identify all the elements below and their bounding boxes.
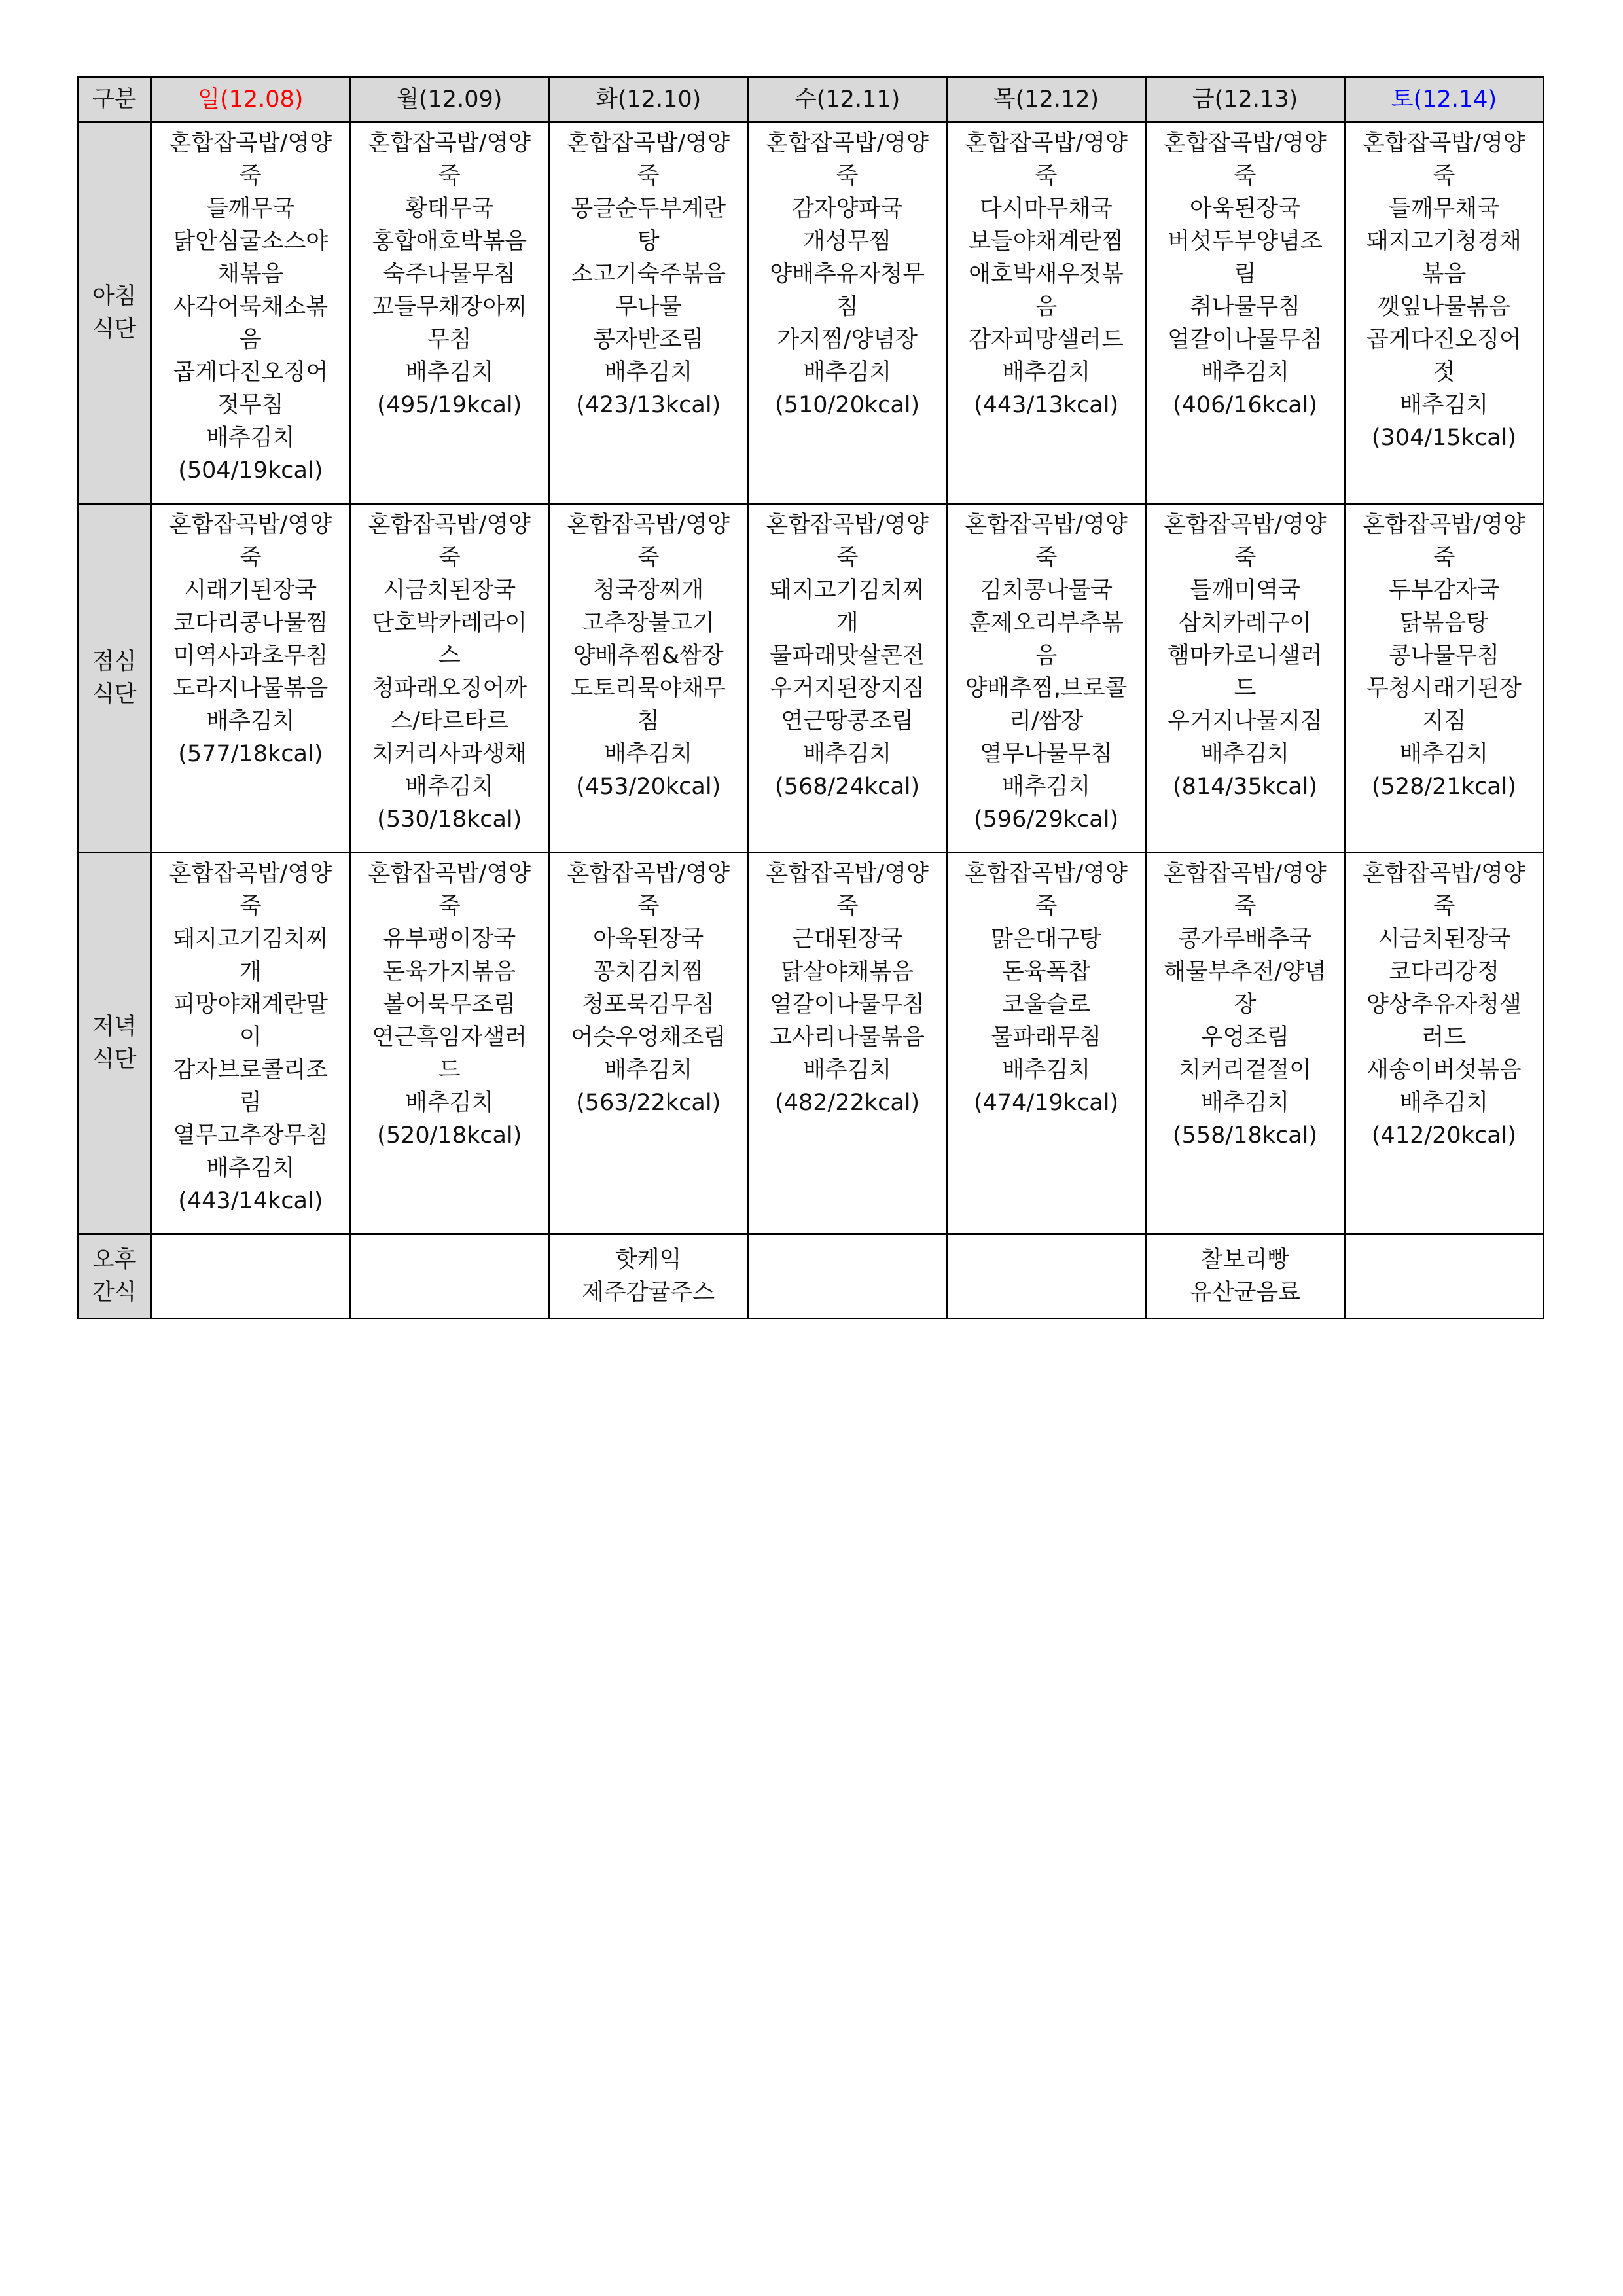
menu-item: 혼합잡곡밥/영양 [567, 130, 730, 156]
menu-item: 죽 [836, 893, 859, 920]
menu-item: 죽 [239, 545, 262, 571]
menu-cell-monday [350, 1234, 549, 1319]
menu-item: 코울슬로 [1001, 992, 1091, 1018]
menu-item: 물파래무침 [991, 1024, 1102, 1050]
menu-item: 드 [1234, 675, 1257, 702]
menu-item: 혼합잡곡밥/영양 [1164, 130, 1327, 156]
menu-item: (558/18kcal) [1172, 1122, 1318, 1149]
menu-cell-saturday [1344, 122, 1543, 504]
menu-item: 배추김치 [405, 1090, 494, 1116]
menu-item: (495/19kcal) [377, 392, 522, 418]
menu-item: 돈육가지볶음 [383, 959, 516, 985]
menu-cell-sunday [151, 853, 350, 1234]
meal-label-line: 식단 [92, 316, 137, 342]
menu-item: (530/18kcal) [377, 806, 522, 833]
menu-item: 이 [239, 1024, 262, 1050]
menu-item: 우엉조림 [1200, 1024, 1290, 1050]
menu-item: 연근흑임자샐러 [372, 1024, 527, 1050]
menu-item: 감자양파국 [792, 196, 903, 222]
menu-item: 들깨미역국 [1189, 577, 1301, 603]
menu-item: 닭안심굴소스야 [173, 228, 329, 255]
menu-item: 양배추유자청무 [770, 261, 925, 287]
menu-cell-friday [1146, 1234, 1345, 1319]
menu-item: 혼합잡곡밥/영양 [1363, 130, 1525, 156]
meal-label [78, 853, 151, 1234]
menu-item: 시금치된장국 [383, 577, 516, 603]
menu-item: 죽 [1234, 163, 1257, 189]
menu-item: 소고기숙주볶음 [571, 261, 726, 287]
menu-item: 혼합잡곡밥/영양 [1164, 861, 1327, 887]
menu-item: 시래기된장국 [184, 577, 317, 603]
menu-item: 채볶음 [217, 261, 284, 287]
menu-item: 배추김치 [405, 774, 494, 800]
menu-item: 배추김치 [1200, 359, 1290, 386]
menu-item: 스/타르타르 [390, 708, 509, 734]
menu-cell-saturday [1344, 504, 1543, 853]
menu-item: 열무고추장무침 [173, 1122, 329, 1149]
menu-item: 개성무찜 [803, 228, 892, 255]
menu-item: 꼬들무채장아찌 [372, 294, 527, 320]
menu-item: 청포묵김무침 [582, 992, 715, 1018]
menu-item: (577/18kcal) [178, 741, 323, 767]
menu-item: 죽 [438, 893, 461, 920]
header-row [78, 77, 1544, 122]
menu-item: 연근땅콩조림 [781, 708, 914, 734]
menu-cell-wednesday [748, 122, 947, 504]
menu-item: 혼합잡곡밥/영양 [368, 512, 531, 538]
menu-item: 죽 [1035, 893, 1058, 920]
menu-item: 열무나물무침 [980, 741, 1113, 767]
menu-item: 혼합잡곡밥/영양 [766, 130, 929, 156]
menu-item: 림 [239, 1090, 262, 1116]
meal-label-line: 식단 [92, 1047, 137, 1073]
menu-item: 죽 [1234, 545, 1257, 571]
menu-item: 코다리강정 [1388, 959, 1500, 985]
menu-item: 미역사과초무침 [173, 643, 329, 669]
menu-item: 배추김치 [1399, 392, 1489, 418]
menu-cell-tuesday [549, 1234, 748, 1319]
menu-item: 배추김치 [604, 1057, 693, 1083]
menu-item: 가지찜/양념장 [777, 327, 918, 353]
menu-item: 배추김치 [405, 359, 494, 386]
menu-item: 콩가루배추국 [1179, 926, 1311, 952]
menu-item: 죽 [1035, 545, 1058, 571]
menu-cell-thursday [947, 1234, 1146, 1319]
menu-item: 도라지나물볶음 [173, 675, 329, 702]
menu-item: 고사리나물볶음 [770, 1024, 925, 1050]
menu-cell-friday [1146, 853, 1345, 1234]
menu-item: 장 [1234, 992, 1257, 1018]
menu-item: 우거지된장지짐 [770, 675, 925, 702]
menu-item: 혼합잡곡밥/영양 [766, 861, 929, 887]
menu-item: 음 [239, 327, 262, 353]
menu-item: 혼합잡곡밥/영양 [965, 512, 1128, 538]
menu-item: 돼지고기김치찌 [173, 926, 329, 952]
menu-item: 핫케익 [615, 1247, 682, 1273]
menu-item: 배추김치 [1399, 741, 1489, 767]
menu-item: 아욱된장국 [593, 926, 704, 952]
menu-item: 닭볶음탕 [1399, 610, 1489, 636]
menu-item: 새송이버섯볶음 [1366, 1057, 1522, 1083]
menu-item: 지짐 [1421, 708, 1467, 734]
menu-cell-wednesday [748, 1234, 947, 1319]
meal-label-line: 아침 [92, 283, 137, 310]
menu-item: 돼지고기청경채 [1366, 228, 1522, 255]
menu-item: 깻잎나물볶음 [1378, 294, 1510, 320]
menu-cell-monday [350, 122, 549, 504]
menu-item: 배추김치 [1001, 1057, 1091, 1083]
menu-item: (596/29kcal) [973, 806, 1119, 833]
menu-cell-thursday [947, 853, 1146, 1234]
menu-item: 콩자반조림 [593, 327, 704, 353]
menu-item: 배추김치 [803, 359, 892, 386]
menu-item: 유부팽이장국 [383, 926, 516, 952]
menu-item: 배추김치 [206, 425, 295, 451]
menu-item: 돈육폭찹 [1001, 959, 1091, 985]
meal-label-line: 저녁 [92, 1014, 137, 1040]
menu-item: 치커리사과생채 [372, 741, 527, 767]
menu-item: 침 [637, 708, 660, 734]
menu-item: 맑은대구탕 [991, 926, 1102, 952]
menu-item: 황태무국 [405, 196, 494, 222]
menu-item: 애호박새우젓볶 [969, 261, 1124, 287]
menu-item: 들깨무국 [206, 196, 295, 222]
menu-item: 혼합잡곡밥/영양 [1363, 861, 1525, 887]
menu-item: 몽글순두부계란 [571, 196, 726, 222]
menu-cell-thursday [947, 504, 1146, 853]
menu-item: 돼지고기김치찌 [770, 577, 925, 603]
menu-item: 혼합잡곡밥/영양 [368, 130, 531, 156]
menu-cell-friday [1146, 122, 1345, 504]
menu-item: (412/20kcal) [1371, 1122, 1517, 1149]
menu-item: 볼어묵무조림 [383, 992, 516, 1018]
day-header-friday: 금(12.13) [1146, 77, 1345, 122]
menu-item: 들깨무채국 [1388, 196, 1500, 222]
menu-cell-tuesday [549, 853, 748, 1234]
menu-item: 홍합애호박볶음 [372, 228, 527, 255]
meal-label [78, 504, 151, 853]
day-header-tuesday: 화(12.10) [549, 77, 748, 122]
menu-item: (474/19kcal) [973, 1090, 1119, 1116]
menu-item: 죽 [438, 163, 461, 189]
menu-cell-monday [350, 853, 549, 1234]
menu-item: 젓무침 [217, 392, 284, 418]
meal-label [78, 122, 151, 504]
menu-item: 양배추찜,브로콜 [965, 675, 1128, 702]
menu-item: 배추김치 [604, 741, 693, 767]
menu-item: (453/20kcal) [576, 774, 721, 800]
menu-item: 꽁치김치찜 [593, 959, 704, 985]
menu-item: (443/14kcal) [178, 1188, 323, 1214]
menu-item: 볶음 [1421, 261, 1467, 287]
menu-item: (443/13kcal) [973, 392, 1119, 418]
menu-item: (304/15kcal) [1371, 425, 1517, 451]
menu-item: 사각어묵채소볶 [173, 294, 329, 320]
menu-item: 배추김치 [1001, 774, 1091, 800]
menu-item: 도토리묵야채무 [571, 675, 726, 702]
menu-cell-wednesday [748, 504, 947, 853]
menu-item: 무침 [427, 327, 472, 353]
menu-cell-thursday [947, 122, 1146, 504]
menu-item: 단호박카레라이 [372, 610, 527, 636]
menu-item: 음 [1035, 294, 1058, 320]
snack-row [78, 1234, 1544, 1319]
menu-item: 배추김치 [1200, 741, 1290, 767]
menu-item: (510/20kcal) [775, 392, 920, 418]
meal-label-line: 식단 [92, 681, 137, 708]
meal-label-line: 오후 [92, 1247, 137, 1273]
menu-item: 배추김치 [206, 708, 295, 734]
menu-item: 청국장찌개 [593, 577, 704, 603]
menu-cell-saturday [1344, 1234, 1543, 1319]
meal-label [78, 1234, 151, 1319]
menu-item: 혼합잡곡밥/영양 [766, 512, 929, 538]
menu-item: 혼합잡곡밥/영양 [965, 130, 1128, 156]
menu-item: 고추장불고기 [582, 610, 715, 636]
day-header-monday: 월(12.09) [350, 77, 549, 122]
menu-item: 양상추유자청샐 [1366, 992, 1522, 1018]
menu-cell-sunday [151, 1234, 350, 1319]
menu-item: 혼합잡곡밥/영양 [965, 861, 1128, 887]
menu-item: 죽 [239, 163, 262, 189]
menu-item: 어슷우엉채조림 [571, 1024, 726, 1050]
menu-item: 죽 [637, 163, 660, 189]
menu-item: 죽 [836, 545, 859, 571]
menu-item: 배추김치 [206, 1155, 295, 1181]
menu-item: 피망야채계란말 [173, 992, 329, 1018]
day-header-sunday: 일(12.08) [151, 77, 350, 122]
menu-item: 보들야채계란찜 [969, 228, 1124, 255]
menu-item: 드 [438, 1057, 461, 1083]
menu-item: 청파래오징어까 [372, 675, 527, 702]
menu-item: 닭살야채볶음 [781, 959, 914, 985]
day-header-thursday: 목(12.12) [947, 77, 1146, 122]
menu-item: 배추김치 [1200, 1090, 1290, 1116]
menu-item: 죽 [637, 545, 660, 571]
menu-item: 혼합잡곡밥/영양 [169, 512, 332, 538]
menu-item: 개 [239, 959, 262, 985]
menu-item: 혼합잡곡밥/영양 [368, 861, 531, 887]
breakfast-row [78, 122, 1544, 504]
menu-item: 삼치카레구이 [1179, 610, 1311, 636]
meal-label-line: 점심 [92, 649, 137, 675]
dinner-row [78, 853, 1544, 1234]
menu-item: 죽 [1433, 893, 1455, 920]
menu-item: 두부감자국 [1388, 577, 1500, 603]
menu-item: 혼합잡곡밥/영양 [567, 861, 730, 887]
menu-item: 곱게다진오징어 [1366, 327, 1522, 353]
menu-item: 무청시래기된장 [1366, 675, 1522, 702]
menu-item: 숙주나물무침 [383, 261, 516, 287]
menu-item: 탕 [637, 228, 660, 255]
menu-item: 아욱된장국 [1189, 196, 1301, 222]
menu-item: 취나물무침 [1189, 294, 1301, 320]
menu-cell-friday [1146, 504, 1345, 853]
menu-item: 찰보리빵 [1200, 1247, 1290, 1273]
menu-item: 감자브로콜리조 [173, 1057, 329, 1083]
menu-cell-tuesday [549, 122, 748, 504]
menu-item: 배추김치 [803, 741, 892, 767]
menu-item: (568/24kcal) [775, 774, 920, 800]
meal-label-line: 간식 [92, 1280, 137, 1306]
menu-item: 얼갈이나물무침 [770, 992, 925, 1018]
menu-item: 혼합잡곡밥/영양 [169, 861, 332, 887]
menu-item: 리/쌈장 [1008, 708, 1084, 734]
menu-cell-monday [350, 504, 549, 853]
menu-item: 물파래맛살콘전 [770, 643, 925, 669]
lunch-row [78, 504, 1544, 853]
menu-item: (504/19kcal) [178, 457, 323, 484]
menu-item: 치커리겉절이 [1179, 1057, 1311, 1083]
menu-item: 제주감귤주스 [582, 1280, 715, 1306]
menu-item: 유산균음료 [1189, 1280, 1301, 1306]
menu-item: 개 [836, 610, 859, 636]
menu-item: 죽 [836, 163, 859, 189]
menu-item: (482/22kcal) [775, 1090, 920, 1116]
menu-item: 배추김치 [803, 1057, 892, 1083]
menu-item: (563/22kcal) [576, 1090, 721, 1116]
menu-item: 혼합잡곡밥/영양 [567, 512, 730, 538]
menu-item: 감자피망샐러드 [969, 327, 1124, 353]
menu-item: 곱게다진오징어 [173, 359, 329, 386]
menu-item: 죽 [1433, 545, 1455, 571]
menu-item: 배추김치 [1001, 359, 1091, 386]
menu-item: 죽 [1234, 893, 1257, 920]
menu-item: (406/16kcal) [1172, 392, 1318, 418]
menu-item: 죽 [1433, 163, 1455, 189]
menu-item: (520/18kcal) [377, 1122, 522, 1149]
menu-item: 시금치된장국 [1378, 926, 1510, 952]
menu-item: (423/13kcal) [576, 392, 721, 418]
menu-item: 얼갈이나물무침 [1168, 327, 1323, 353]
menu-item: (528/21kcal) [1371, 774, 1517, 800]
day-header-saturday: 토(12.14) [1344, 77, 1543, 122]
menu-item: 죽 [1035, 163, 1058, 189]
menu-item: 림 [1234, 261, 1257, 287]
menu-cell-saturday [1344, 853, 1543, 1234]
menu-item: 스 [438, 643, 461, 669]
menu-item: 우거지나물지짐 [1168, 708, 1323, 734]
menu-item: 혼합잡곡밥/영양 [169, 130, 332, 156]
menu-item: 훈제오리부추볶 [969, 610, 1124, 636]
menu-item: 무나물 [615, 294, 682, 320]
menu-cell-sunday [151, 504, 350, 853]
menu-item: 버섯두부양념조 [1168, 228, 1323, 255]
menu-body [78, 122, 1544, 1319]
menu-item: 코다리콩나물찜 [173, 610, 329, 636]
menu-item: 젓 [1433, 359, 1455, 386]
category-header: 구분 [78, 77, 151, 122]
menu-item: 혼합잡곡밥/영양 [1363, 512, 1525, 538]
menu-item: 죽 [637, 893, 660, 920]
menu-cell-wednesday [748, 853, 947, 1234]
menu-item: 배추김치 [1399, 1090, 1489, 1116]
menu-item: 죽 [239, 893, 262, 920]
menu-item: 근대된장국 [792, 926, 903, 952]
menu-item: 김치콩나물국 [980, 577, 1113, 603]
menu-item: 해물부추전/양념 [1164, 959, 1327, 985]
menu-item: 러드 [1421, 1024, 1467, 1050]
menu-item: 음 [1035, 643, 1058, 669]
menu-item: (814/35kcal) [1172, 774, 1318, 800]
menu-item: 양배추찜&쌈장 [573, 643, 724, 669]
menu-item: 죽 [438, 545, 461, 571]
menu-item: 배추김치 [604, 359, 693, 386]
menu-item: 다시마무채국 [980, 196, 1113, 222]
weekly-menu-table [77, 76, 1544, 1319]
menu-item: 햄마카로니샐러 [1168, 643, 1323, 669]
day-header-wednesday: 수(12.11) [748, 77, 947, 122]
menu-item: 침 [836, 294, 859, 320]
menu-cell-tuesday [549, 504, 748, 853]
menu-cell-sunday [151, 122, 350, 504]
menu-item: 혼합잡곡밥/영양 [1164, 512, 1327, 538]
menu-item: 콩나물무침 [1388, 643, 1500, 669]
